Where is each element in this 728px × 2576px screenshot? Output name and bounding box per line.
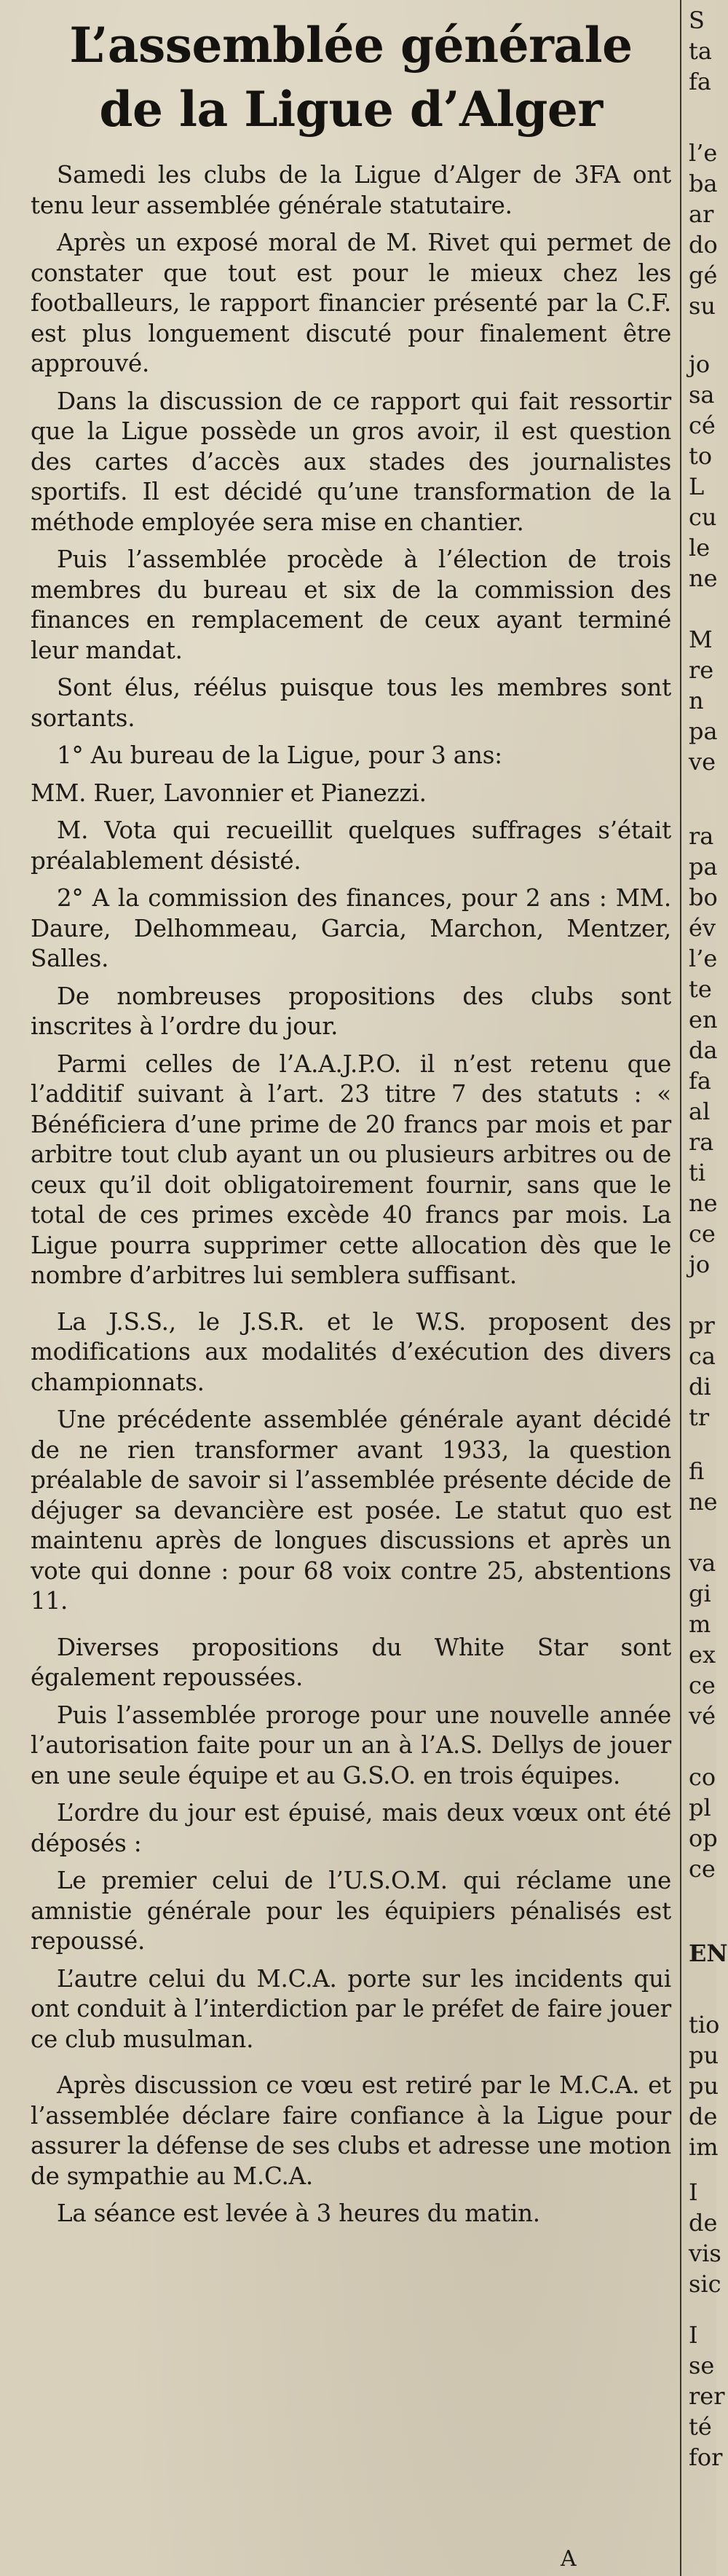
article-body (31, 160, 671, 2229)
adjacent-column-line: di (689, 1373, 711, 1401)
paragraph-jss: La J.S.S., le J.S.R. et le W.S. proposent des modifications aux modalités d’exécution des divers championnats. (31, 1307, 671, 1396)
adjacent-column-line: al (689, 1098, 711, 1125)
adjacent-column-line: da (689, 1036, 718, 1064)
adjacent-column-line: jo (689, 350, 711, 378)
adjacent-column-line: le (689, 534, 711, 562)
adjacent-column-line: vé (689, 1702, 716, 1730)
headline (31, 13, 671, 141)
adjacent-column-line: l’e (689, 945, 718, 972)
paragraph-financial-discussion: Dans la discussion de ce rapport qui fait ressortir que la Ligue possède un gros avoir, il est question des cartes d’accès aux stades des journalistes sportifs. Il est décidé qu’une transformation de la méthode employée sera mise en chantier. (31, 387, 671, 536)
adjacent-column-line: ce (689, 1220, 716, 1248)
paragraph-withdrawn: Après discussion ce vœu est retiré par le M.C.A. et l’assemblée déclare faire confiance à la Ligue pour assurer la défense de ses clubs et adresse une motion de sympathie au M.C.A. (31, 2071, 671, 2190)
adjacent-column-line: fa (689, 1067, 711, 1095)
adjacent-column-line: pl (689, 1794, 711, 1821)
paragraph-intro: Samedi les clubs de la Ligue d’Alger de 3FA ont tenu leur assemblée générale statutaire. (31, 161, 671, 219)
adjacent-column-line: to (689, 442, 713, 470)
paragraph-proposals: De nombreuses propositions des clubs sont inscrites à l’ordre du jour. (31, 982, 671, 1040)
adjacent-column-line: bo (689, 883, 718, 911)
adjacent-column-line: S (689, 7, 705, 34)
adjacent-column-line: pu (689, 2041, 719, 2069)
adjacent-column-line: n (689, 687, 704, 714)
article-column (31, 0, 671, 2576)
adjacent-column-line: op (689, 1824, 718, 1852)
adjacent-column-line: ne (689, 564, 718, 592)
adjacent-column-line: te (689, 975, 712, 1003)
adjacent-column-line: en (689, 1006, 718, 1033)
paragraph-closing: La séance est levée à 3 heures du matin. (57, 2199, 540, 2227)
paragraph-white-star: Diverses propositions du White Star sont également repoussées. (31, 1633, 671, 1691)
adjacent-column-line: pa (689, 853, 718, 881)
adjacent-column-line: év (689, 914, 716, 942)
adjacent-column-line: jo (689, 1250, 711, 1278)
paragraph-moral-report: Après un exposé moral de M. Rivet qui permet de constater que tout est pour le mieux chez les footballeurs, le rapport financier présenté par la C.F. est plus longuement discuté pour finalement être approuvé. (31, 229, 671, 377)
adjacent-column-line: fa (689, 68, 711, 95)
adjacent-column-fragment (683, 0, 728, 2576)
adjacent-column-line: sic (689, 2270, 721, 2298)
adjacent-column-line: fi (689, 1457, 705, 1485)
footer-mark: A (561, 2546, 577, 2572)
adjacent-column-line: EN (689, 1939, 728, 1967)
paragraph-election: Puis l’assemblée procède à l’élection de trois membres du bureau et six de la commission des finances en remplacement de ceux ayant terminé leur mandat. (31, 545, 671, 664)
adjacent-column-line: cé (689, 411, 716, 439)
adjacent-column-line: ce (689, 1671, 716, 1699)
adjacent-column-line: ve (689, 748, 716, 776)
adjacent-column-line: ra (689, 822, 714, 850)
paragraph-previous-assembly: Une précédente assemblée générale ayant décidé de ne rien transformer avant 1933, la question préalable de savoir si l’assemblée présente décide de déjuger sa devancière est posée. Le statut quo est maintenu après de longues discussions et après un vote qui donne : pour 68 voix contre 25, abstentions 11. (31, 1406, 671, 1615)
adjacent-column-line: M (689, 626, 713, 653)
adjacent-column-line: pr (689, 1312, 715, 1339)
adjacent-column-line: tio (689, 2011, 720, 2039)
paragraph-bureau-names: MM. Ruer, Lavonnier et Pianezzi. (31, 779, 427, 807)
adjacent-column-line: vis (689, 2240, 721, 2267)
adjacent-column-line: m (689, 1610, 711, 1638)
adjacent-column-line: gé (689, 261, 718, 289)
paragraph-usom: Le premier celui de l’U.S.O.M. qui réclame une amnistie générale pour les équipiers pénalisés est repoussé. (31, 1867, 671, 1955)
paragraph-vota: M. Vota qui recueillit quelques suffrages s’était préalablement désisté. (31, 816, 671, 875)
paragraph-bureau: 1° Au bureau de la Ligue, pour 3 ans: (57, 741, 502, 769)
adjacent-column-line: se (689, 2352, 715, 2379)
adjacent-column-line: cu (689, 503, 717, 531)
adjacent-column-line: ra (689, 1128, 714, 1156)
paragraph-elected: Sont élus, réélus puisque tous les membres sont sortants. (31, 674, 671, 732)
column-rule (680, 0, 681, 2576)
adjacent-column-line: ca (689, 1342, 716, 1370)
adjacent-column-line: pu (689, 2072, 719, 2100)
adjacent-column-line: de (689, 2103, 718, 2130)
adjacent-column-line: for (689, 2443, 723, 2471)
adjacent-column-line: su (689, 292, 716, 320)
adjacent-column-line: I (689, 2321, 698, 2349)
adjacent-column-line: tr (689, 1403, 710, 1431)
adjacent-column-line: re (689, 656, 714, 684)
adjacent-column-line: té (689, 2413, 712, 2441)
adjacent-column-line: gi (689, 1580, 711, 1607)
headline-line-2: de la Ligue d’Alger (99, 81, 603, 138)
adjacent-column-line: sa (689, 381, 715, 409)
adjacent-column-line: do (689, 231, 718, 259)
adjacent-column-line: ti (689, 1159, 706, 1186)
paragraph-agenda-done: L’ordre du jour est épuisé, mais deux vœux ont été déposés : (31, 1799, 671, 1857)
paragraph-aajpo: Parmi celles de l’A.A.J.P.O. il n’est retenu que l’additif suivant à l’art. 23 titre 7 des statuts : « Bénéficiera d’une prime de 20 francs par mois et par arbitre tout club ayant un ou plusieurs arbitres ou de ceux qu’il doit obligatoirement fournir, sans que le total de ces primes excède 40 francs par mois. La Ligue pourra supprimer cette allocation dès que le nombre d’arbitres lui semblera suffisant. (31, 1049, 671, 1289)
adjacent-column-line: im (689, 2133, 719, 2161)
adjacent-column-line: pa (689, 717, 718, 745)
adjacent-column-line: ce (689, 1855, 716, 1883)
adjacent-column-line: co (689, 1763, 716, 1791)
adjacent-column-line: ar (689, 200, 714, 228)
adjacent-column-line: ba (689, 170, 718, 197)
adjacent-column-line: ne (689, 1488, 718, 1516)
adjacent-column-line: va (689, 1549, 716, 1577)
headline-line-1: L’assemblée générale (69, 17, 633, 74)
paragraph-finance-commission: 2° A la commission des finances, pour 2 ans : MM. Daure, Delhommeau, Garcia, Marchon, Mentzer, Salles. (31, 884, 671, 972)
adjacent-column-line: rer (689, 2382, 725, 2410)
paragraph-dellys: Puis l’assemblée proroge pour une nouvelle année l’autorisation faite pour un an à l’A.S. Dellys de jouer en une seule équipe et au G.S.O. en trois équipes. (31, 1701, 671, 1789)
adjacent-column-line: L (689, 473, 705, 500)
adjacent-column-line: ta (689, 37, 712, 65)
adjacent-column-line: l’e (689, 139, 718, 167)
adjacent-column-line: ne (689, 1189, 718, 1217)
adjacent-column-line: ex (689, 1641, 716, 1669)
adjacent-column-line: de (689, 2209, 718, 2237)
paragraph-mca: L’autre celui du M.C.A. porte sur les incidents qui ont conduit à l’interdiction par le préfet de faire jouer ce club musulman. (31, 1964, 671, 2053)
adjacent-column-line: I (689, 2178, 698, 2206)
